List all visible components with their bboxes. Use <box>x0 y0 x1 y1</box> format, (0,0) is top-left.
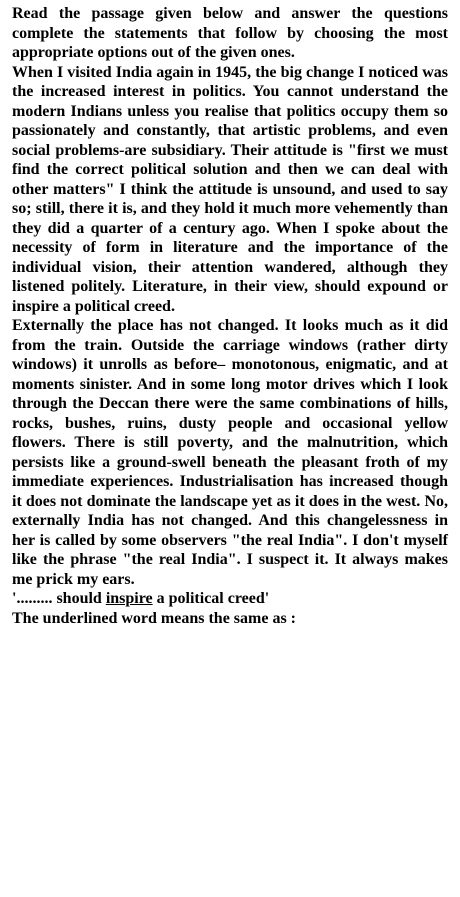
paragraph-externally: Externally the place has not changed. It looks much as it did from the train. Outside the carriage windows (rather dirty windows) it unrolls as before– monotonous, enigmatic, and at moments sinister. And in some long motor drives which I look through the Deccan there were the same combinations of hills, rocks, bushes, ruins, dusty people and occasional yellow flowers. There is still poverty, and the malnutrition, which persists like a ground-swell beneath the pleasant froth of my immediate experiences. Industrialisation has increased though it does not dominate the landscape yet as it does in the west. No, externally India has not changed. And this changelessness in her is called by some observers "the real India". I don't myself like the phrase "the real India". I suspect it. It always makes me prick my ears. <box>12 317 448 588</box>
paragraph-politics: When I visited India again in 1945, the big change I noticed was the increased interest in politics. You cannot understand the modern Indians unless you realise that politics occupy them so passionately and constantly, that artistic problems, and even social problems-are subsidiary. Their attitude is "first we must find the correct political solution and then we can deal with other matters" I think the attitude is unsound, and used to say so; still, there it is, and they hold it much more vehemently than they did a quarter of a century ago. When I spoke about the necessity of form in literature and the importance of the individual vision, their attention wandered, although they listened politely. Literature, in their view, should expound or inspire a political creed. <box>12 63 448 315</box>
quote-after: a political creed' <box>152 590 270 607</box>
passage-document <box>12 4 448 628</box>
instructions-text: Read the passage given below and answer the questions complete the statements that follow by choosing the most appropriate options out of the given ones. <box>12 5 448 61</box>
underlined-word: inspire <box>105 590 153 607</box>
quoted-phrase <box>12 589 448 609</box>
quote-before: '......... should <box>12 590 106 607</box>
question-text: The underlined word means the same as : <box>12 609 297 627</box>
